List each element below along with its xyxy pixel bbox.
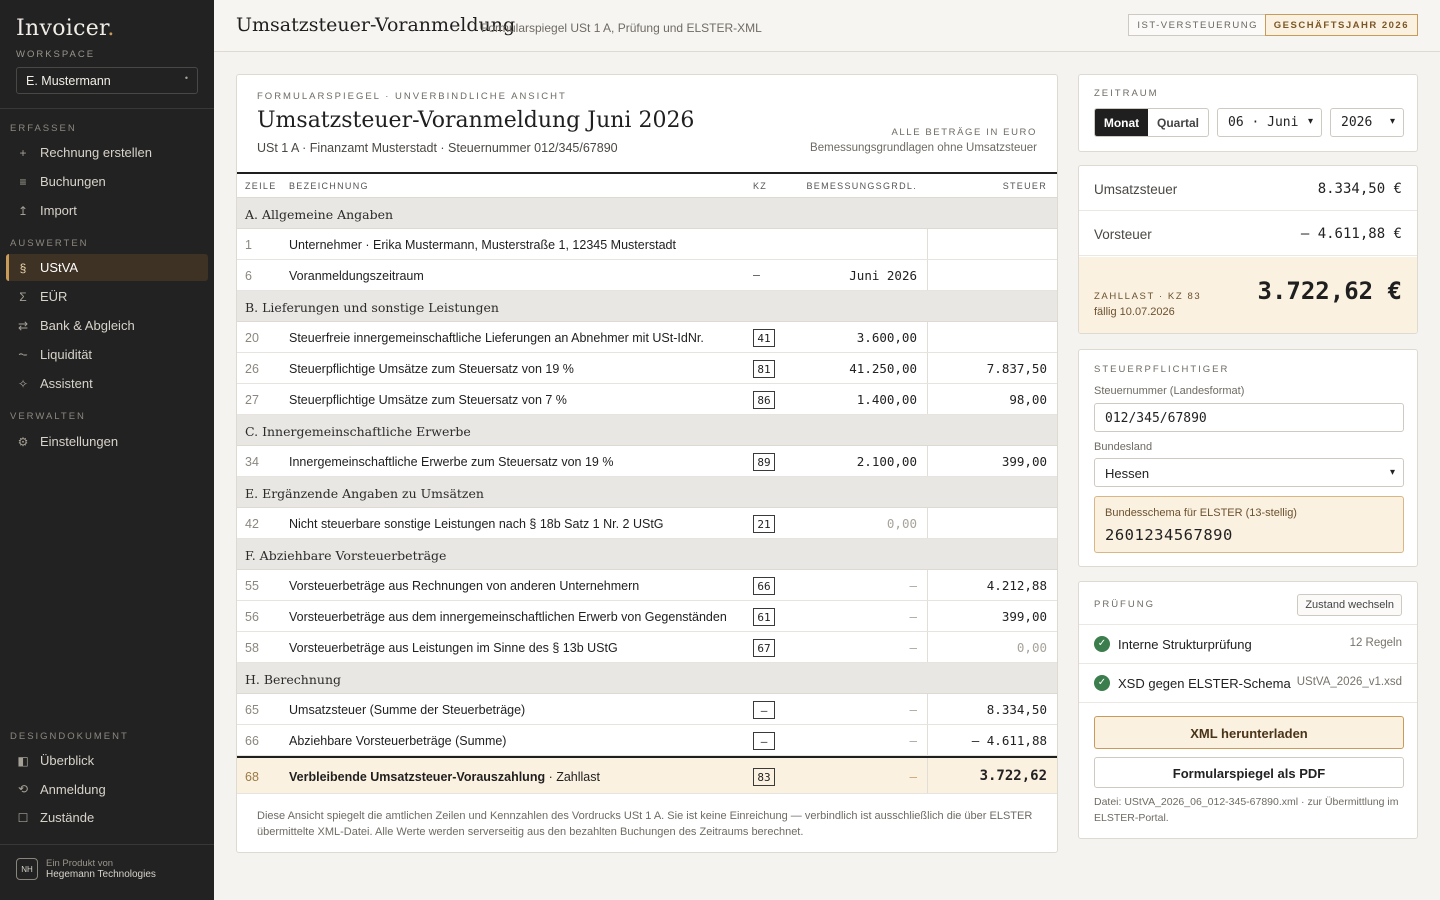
- column-divider: [927, 632, 928, 662]
- legal-note: Diese Ansicht spiegelt die amtlichen Zeilen und Kennzahlen des Vordrucks USt 1 A. Sie ist keine Einreichung — verbindlich ist ausschließlich die über ELSTER übermittelte XML-Datei. Alle Werte werden serverseitig aus den bezahlten Buchungen des Zeitraums berechnet.: [257, 810, 1033, 838]
- toggle-state-button[interactable]: Zustand wechseln: [1297, 594, 1402, 616]
- line-description: Steuerpflichtige Umsätze zum Steuersatz von 7 %: [289, 393, 567, 407]
- sidebar-item-liquidität[interactable]: [6, 341, 208, 368]
- bundesland-value: Hessen: [1105, 466, 1150, 481]
- line-description: Nicht steuerbare sonstige Leistungen nach § 18b Satz 1 Nr. 2 UStG: [289, 517, 664, 531]
- steuer-value: 399,00: [1001, 609, 1047, 624]
- check-label: Interne Strukturprüfung: [1118, 637, 1252, 652]
- line-number: 68: [245, 770, 259, 784]
- line-description: Innergemeinschaftliche Erwerbe zum Steuersatz von 19 %: [289, 455, 614, 469]
- zahllast-label: ZAHLLAST · KZ 83: [1094, 291, 1202, 302]
- zahllast-box: [1079, 257, 1417, 334]
- check-meta: UStVA_2026_v1.xsd: [1296, 676, 1402, 688]
- sidebar-item-label: Anmeldung: [40, 781, 106, 797]
- section-header: C. Innergemeinschaftliche Erwerbe: [237, 415, 1057, 446]
- line-number: 27: [245, 393, 259, 407]
- bemessung-value: Juni 2026: [849, 268, 917, 283]
- bemessung-value: –: [909, 609, 917, 624]
- bemessung-value: –: [909, 769, 917, 784]
- divider: [1079, 702, 1417, 703]
- bemessung-value: 41.250,00: [849, 361, 917, 376]
- bundesland-label: Bundesland: [1094, 441, 1153, 453]
- table-row: [237, 570, 1057, 601]
- line-description: Abziehbare Vorsteuerbeträge (Summe): [289, 734, 507, 748]
- bemessung-value: –: [909, 640, 917, 655]
- line-description: [289, 770, 600, 784]
- trend-icon: ⏦: [18, 347, 28, 361]
- sidebar-item-label: Bank & Abgleich: [40, 318, 135, 333]
- sidebar-item-assistent[interactable]: [6, 370, 208, 397]
- table-row: [237, 694, 1057, 725]
- brand-logo-icon: NH: [16, 858, 38, 880]
- line-number: 55: [245, 579, 259, 593]
- line-number: 42: [245, 517, 259, 531]
- sidebar-item-label: Import: [40, 203, 77, 218]
- login-icon: ⟲: [17, 782, 29, 796]
- form-table: [237, 172, 1057, 794]
- kennzahl-box: 21: [753, 515, 775, 533]
- brand-footer: [16, 858, 156, 880]
- kennzahl-box: 61: [753, 608, 775, 626]
- gear-icon: ⚙: [17, 434, 29, 449]
- app-logo[interactable]: Invoicer.: [16, 16, 115, 41]
- line-number: 1: [245, 238, 252, 252]
- line-description: Steuerpflichtige Umsätze zum Steuersatz von 19 %: [289, 362, 574, 376]
- year-value: 2026: [1341, 115, 1373, 130]
- toggle-quartal[interactable]: Quartal: [1156, 115, 1199, 130]
- steuer-value: 399,00: [1001, 454, 1047, 469]
- workspace-label: WORKSPACE: [16, 49, 96, 60]
- sidebar-item-label: EÜR: [40, 289, 68, 304]
- column-divider: [927, 260, 928, 290]
- table-row: [237, 260, 1057, 291]
- column-divider: [927, 758, 928, 793]
- check-meta: 12 Regeln: [1349, 637, 1402, 649]
- sparkle-icon: ✧: [17, 376, 29, 391]
- download-xml-button[interactable]: XML herunterladen: [1094, 716, 1404, 749]
- toggle-monat[interactable]: Monat: [1095, 109, 1148, 136]
- table-row: [237, 384, 1057, 415]
- line-number: 56: [245, 610, 259, 624]
- kennzahl-box: 66: [753, 577, 775, 595]
- sidebar-item-label: Zustände: [40, 810, 95, 825]
- check-circle-icon: ✓: [1094, 675, 1110, 691]
- sidebar: [0, 0, 214, 900]
- stnr-input[interactable]: [1094, 403, 1404, 432]
- sidebar-item-eür[interactable]: [6, 283, 208, 310]
- vst-label: Vorsteuer: [1094, 227, 1152, 242]
- check-structure: [1079, 624, 1417, 663]
- paragraph-icon: §: [19, 260, 27, 275]
- line-number: 34: [245, 455, 259, 469]
- sidebar-divider: [0, 108, 214, 109]
- period-card: [1078, 74, 1418, 152]
- sidebar-section-label: VERWALTEN: [10, 411, 86, 422]
- month-value: 06 · Juni: [1228, 115, 1299, 130]
- form-mirror-card: [236, 74, 1058, 853]
- column-divider: [927, 725, 928, 755]
- sidebar-item-import[interactable]: [6, 197, 208, 224]
- table-header: [237, 174, 1057, 198]
- kennzahl-box: 81: [753, 360, 775, 378]
- brand-line2: Hegemann Technologies: [46, 869, 156, 880]
- line-description: Voranmeldungszeitraum: [289, 269, 424, 283]
- line-description: Vorsteuerbeträge aus Leistungen im Sinne des § 13b UStG: [289, 641, 618, 655]
- plus-icon: +: [19, 145, 27, 160]
- zahllast-value: 3.722,62 €: [1257, 277, 1402, 305]
- sidebar-item-label: Assistent: [40, 376, 93, 391]
- page-title: Umsatzsteuer-Voranmeldung: [236, 14, 516, 36]
- check-xsd: [1079, 663, 1417, 702]
- kennzahl-box: 89: [753, 453, 775, 471]
- table-row: [237, 508, 1057, 539]
- year-select[interactable]: [1330, 108, 1404, 137]
- line-description: Unternehmer · Erika Mustermann, Musterstraße 1, 12345 Musterstadt: [289, 238, 676, 252]
- steuer-value: 3.722,62: [979, 768, 1047, 784]
- column-divider: [927, 446, 928, 476]
- line-number: 6: [245, 269, 252, 283]
- ust-value: 8.334,50 €: [1317, 181, 1402, 197]
- form-subtitle: USt 1 A · Finanzamt Musterstadt · Steuernummer 012/345/67890: [257, 141, 618, 155]
- vst-row: [1079, 211, 1417, 256]
- ist-versteuerung-badge: IST-VERSTEUERUNG: [1128, 14, 1267, 36]
- period-type-toggle: [1094, 108, 1209, 137]
- stnr-label: Steuernummer (Landesformat): [1094, 385, 1245, 397]
- steuer-value: 4.212,88: [986, 578, 1047, 593]
- validation-label: PRÜFUNG: [1094, 599, 1155, 610]
- sidebar-item-anmeldung[interactable]: [6, 776, 208, 803]
- table-row: [237, 353, 1057, 384]
- sigma-icon: Σ: [19, 289, 27, 304]
- section-header: B. Lieferungen und sonstige Leistungen: [237, 291, 1057, 322]
- line-number: 26: [245, 362, 259, 376]
- table-row: [237, 601, 1057, 632]
- line-number: 58: [245, 641, 259, 655]
- section-header: E. Ergänzende Angaben zu Umsätzen: [237, 477, 1057, 508]
- line-number: 20: [245, 331, 259, 345]
- sidebar-item-label: Rechnung erstellen: [40, 145, 153, 160]
- file-note: Datei: UStVA_2026_06_012-345-67890.xml · zur Übermittlung im ELSTER-Portal.: [1094, 796, 1399, 824]
- chevron-down-icon: ▾: [1389, 467, 1395, 478]
- sidebar-item-ustva[interactable]: [6, 254, 208, 281]
- sidebar-item-label: Einstellungen: [40, 434, 119, 449]
- sidebar-section-label: DESIGNDOKUMENT: [10, 731, 129, 742]
- states-icon: ☐: [17, 810, 29, 825]
- bemessung-value: 1.400,00: [856, 392, 917, 407]
- steuer-value: 98,00: [1009, 392, 1047, 407]
- bemessung-value: –: [909, 702, 917, 717]
- col-kz: KZ: [753, 181, 768, 191]
- line-description: Umsatzsteuer (Summe der Steuerbeträge): [289, 703, 526, 717]
- kennzahl-box: –: [753, 732, 775, 750]
- section-header: H. Berechnung: [237, 663, 1057, 694]
- bundesland-select[interactable]: [1094, 458, 1404, 487]
- section-header: A. Allgemeine Angaben: [237, 198, 1057, 229]
- period-label: ZEITRAUM: [1094, 88, 1159, 99]
- bemessung-value: –: [909, 578, 917, 593]
- total-row: [237, 756, 1057, 794]
- form-title: Umsatzsteuer-Voranmeldung Juni 2026: [257, 108, 695, 133]
- col-zeile: ZEILE: [245, 181, 277, 191]
- ust-row: [1079, 166, 1417, 211]
- taxpayer-label: STEUERPFLICHTIGER: [1094, 364, 1230, 375]
- sidebar-item-buchungen[interactable]: [6, 168, 208, 195]
- sidebar-section-label: ERFASSEN: [10, 123, 77, 134]
- top-header: [214, 0, 1440, 52]
- form-eyebrow: FORMULARSPIEGEL · UNVERBINDLICHE ANSICHT: [257, 91, 567, 102]
- kennzahl-box: –: [753, 701, 775, 719]
- sidebar-item-label: Überblick: [40, 753, 95, 768]
- col-bezeichnung: BEZEICHNUNG: [289, 181, 369, 191]
- check-label: XSD gegen ELSTER-Schema: [1118, 676, 1291, 691]
- chevron-down-icon: ▾: [1389, 116, 1395, 127]
- sidebar-section-label: AUSWERTEN: [10, 238, 89, 249]
- column-divider: [927, 229, 928, 259]
- zahllast-due: fällig 10.07.2026: [1094, 306, 1175, 318]
- column-divider: [927, 353, 928, 383]
- workspace-user: E. Mustermann: [26, 74, 111, 88]
- sidebar-item-überblick[interactable]: [6, 747, 208, 774]
- sidebar-divider: [0, 844, 214, 845]
- ust-label: Umsatzsteuer: [1094, 182, 1178, 197]
- steuer-value: 7.837,50: [986, 361, 1047, 376]
- bemessung-value: 3.600,00: [856, 330, 917, 345]
- line-description: Vorsteuerbeträge aus dem innergemeinschaftlichen Erwerb von Gegenständen: [289, 610, 727, 624]
- summary-card: [1078, 165, 1418, 334]
- table-row: [237, 322, 1057, 353]
- import-icon: ↥: [17, 203, 29, 218]
- column-divider: [927, 322, 928, 352]
- kennzahl-box: 86: [753, 391, 775, 409]
- steuer-value: 0,00: [1016, 640, 1047, 655]
- sidebar-item-label: UStVA: [40, 260, 79, 275]
- col-bemessung: BEMESSUNGSGRDL.: [806, 181, 917, 191]
- currency-note: ALLE BETRÄGE IN EURO: [891, 127, 1037, 138]
- total-label: Verbleibende Umsatzsteuer-Vorauszahlung: [289, 770, 546, 784]
- line-description: Steuerfreie innergemeinschaftliche Lieferungen an Abnehmer mit USt-IdNr.: [289, 331, 704, 345]
- sidebar-item-label: Buchungen: [40, 174, 106, 189]
- schema-label: Bundesschema für ELSTER (13-stellig): [1105, 507, 1297, 519]
- kennzahl-box: 83: [753, 768, 775, 786]
- table-row: [237, 632, 1057, 663]
- fiscal-year-badge[interactable]: GESCHÄFTSJAHR 2026: [1265, 14, 1418, 36]
- kennzahl-box: 67: [753, 639, 775, 657]
- bemessung-value: 2.100,00: [856, 454, 917, 469]
- stnr-value: 012/345/67890: [1105, 411, 1207, 426]
- table-row: [237, 725, 1057, 756]
- col-steuer: STEUER: [1002, 181, 1047, 191]
- brand-line1: Ein Produkt von: [46, 858, 114, 869]
- export-pdf-button[interactable]: Formularspiegel als PDF: [1094, 757, 1404, 788]
- check-circle-icon: ✓: [1094, 636, 1110, 652]
- page-subtitle: Formularspiegel USt 1 A, Prüfung und ELSTER-XML: [481, 21, 762, 35]
- section-header: F. Abziehbare Vorsteuerbeträge: [237, 539, 1057, 570]
- line-number: 65: [245, 703, 259, 717]
- total-suffix: · Zahllast: [545, 770, 600, 784]
- sidebar-item-zustände[interactable]: [6, 804, 208, 831]
- list-icon: ≡: [19, 174, 27, 189]
- vst-value: – 4.611,88 €: [1300, 226, 1402, 242]
- transfer-icon: ⇄: [17, 318, 29, 333]
- sidebar-item-rechnung-erstellen[interactable]: [6, 139, 208, 166]
- overview-icon: ◧: [17, 753, 29, 768]
- basis-note: Bemessungsgrundlagen ohne Umsatzsteuer: [810, 142, 1037, 154]
- schema-value: 2601234567890: [1105, 526, 1233, 544]
- chevron-down-icon: •: [184, 73, 188, 83]
- column-divider: [927, 694, 928, 724]
- table-row: [237, 446, 1057, 477]
- workspace-select[interactable]: [16, 67, 198, 94]
- validation-card: [1078, 581, 1418, 839]
- sidebar-item-einstellungen[interactable]: [6, 428, 208, 455]
- column-divider: [927, 601, 928, 631]
- table-row: [237, 229, 1057, 260]
- elster-schema-box: [1094, 496, 1404, 553]
- steuer-value: 8.334,50: [986, 702, 1047, 717]
- column-divider: [927, 384, 928, 414]
- month-select[interactable]: [1217, 108, 1322, 137]
- kennzahl-dash: –: [753, 268, 760, 282]
- line-description: Vorsteuerbeträge aus Rechnungen von anderen Unternehmern: [289, 579, 640, 593]
- column-divider: [927, 508, 928, 538]
- bemessung-value: –: [909, 733, 917, 748]
- sidebar-item-label: Liquidität: [40, 347, 93, 362]
- kennzahl-box: 41: [753, 329, 775, 347]
- chevron-down-icon: ▾: [1307, 116, 1313, 127]
- bemessung-value: 0,00: [886, 516, 917, 531]
- sidebar-item-bank-abgleich[interactable]: [6, 312, 208, 339]
- steuer-value: – 4.611,88: [971, 733, 1047, 748]
- line-number: 66: [245, 734, 259, 748]
- taxpayer-card: [1078, 349, 1418, 567]
- column-divider: [927, 570, 928, 600]
